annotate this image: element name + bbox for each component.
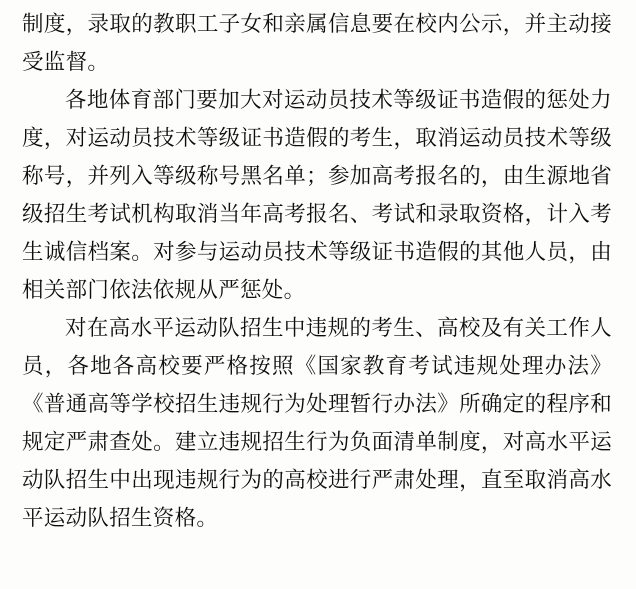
paragraph-3: 对在高水平运动队招生中违规的考生、高校及有关工作人员，各地各高校要严格按照《国家教育考试违规处理办法》《普通高等学校招生违规行为处理暂行办法》所确定的程序和规定严肃查处。建立违规招生行为负面清单制度，对高水平运动队招生中出现违规行为的高校进行严肃处理，直至取消高水平运动队招生资格。 <box>22 316 612 531</box>
document-body <box>22 6 612 538</box>
paragraph-1: 制度，录取的教职工子女和亲属信息要在校内公示，并主动接受监督。 <box>22 12 612 75</box>
paragraph-2: 各地体育部门要加大对运动员技术等级证书造假的惩处力度，对运动员技术等级证书造假的考生，取消运动员技术等级称号，并列入等级称号黑名单；参加高考报名的，由生源地省级招生考试机构取消当年高考报名、考试和录取资格，计入考生诚信档案。对参与运动员技术等级证书造假的其他人员，由相关部门依法依规从严惩处。 <box>22 88 612 303</box>
